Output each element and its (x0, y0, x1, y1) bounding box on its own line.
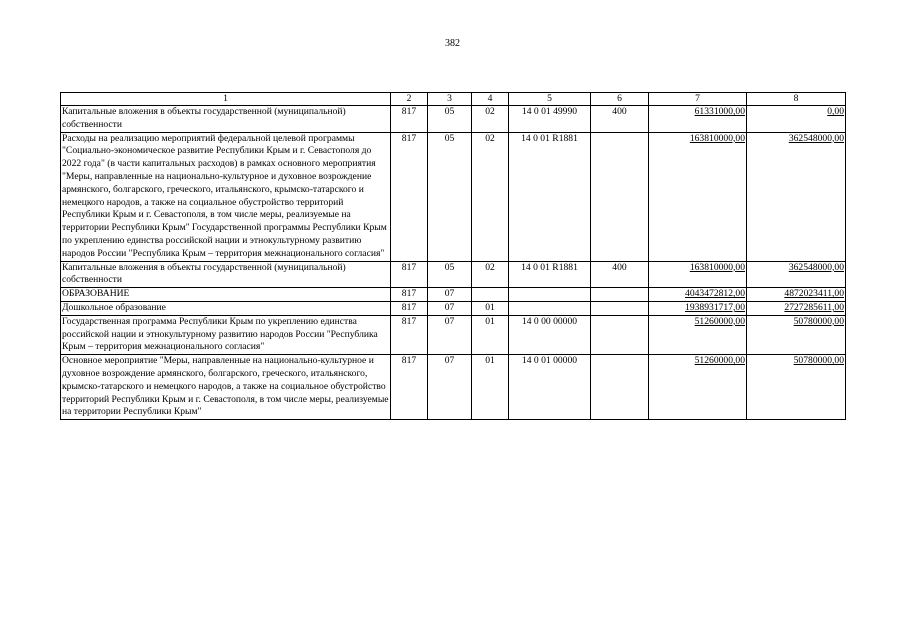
table-row (61, 301, 846, 315)
cell-amount-col7 (649, 288, 747, 302)
cell-admin-code: 817 (391, 288, 428, 302)
cell-amount-col7 (649, 315, 747, 354)
cell-subsection: 01 (472, 355, 509, 420)
cell-section: 07 (428, 355, 472, 420)
cell-expense-type (591, 355, 649, 420)
cell-subsection: 01 (472, 315, 509, 354)
amount-value: 4872023411,00 (784, 288, 844, 300)
cell-section: 07 (428, 288, 472, 302)
table-row (61, 261, 846, 288)
amount-value: 51260000,00 (694, 315, 745, 327)
table-row (61, 132, 846, 261)
budget-table (60, 92, 846, 420)
cell-section: 07 (428, 315, 472, 354)
cell-admin-code: 817 (391, 132, 428, 261)
cell-section: 05 (428, 261, 472, 288)
cell-expense-type (591, 288, 649, 302)
cell-subsection: 01 (472, 301, 509, 315)
cell-amount-col8 (747, 288, 846, 302)
column-header: 8 (747, 93, 846, 106)
cell-section: 05 (428, 132, 472, 261)
cell-target-article: 14 0 01 49990 (509, 106, 591, 133)
cell-subsection (472, 288, 509, 302)
cell-amount-col7 (649, 301, 747, 315)
row-name: Расходы на реализацию мероприятий федеральной целевой программы "Социально-экономическое развитие Республики Крым и г. Севастополя до 2022 года" (в части капитальных расходов) в рамках основного мероприятия "Меры, направленные на национально-культурное и духовное возрождение армянского, болгарского, греческого, итальянского, крымско-татарского и немецкого народов, а также на социальное обустройство территорий Республики Крым и г. Севастополя, в том числе меры, реализуемые на территории Республики Крым" Государственной программы Республики Крым по укреплению единства российской нации и этнокультурному развитию народов России "Республика Крым – территория межнационального согласия" (61, 132, 391, 261)
amount-value: 2727285611,00 (784, 301, 844, 313)
cell-expense-type (591, 315, 649, 354)
cell-amount-col8 (747, 315, 846, 354)
cell-admin-code: 817 (391, 315, 428, 354)
amount-value: 51260000,00 (694, 355, 745, 367)
column-header: 3 (428, 93, 472, 106)
column-header: 1 (61, 93, 391, 106)
cell-target-article: 14 0 01 R1881 (509, 261, 591, 288)
row-name: ОБРАЗОВАНИЕ (61, 288, 391, 302)
table-row (61, 288, 846, 302)
column-header: 4 (472, 93, 509, 106)
cell-target-article: 14 0 00 00000 (509, 315, 591, 354)
cell-target-article: 14 0 01 00000 (509, 355, 591, 420)
table-row (61, 315, 846, 354)
cell-section: 05 (428, 106, 472, 133)
amount-value: 61331000,00 (694, 106, 745, 117)
table-row (61, 355, 846, 420)
cell-admin-code: 817 (391, 261, 428, 288)
cell-amount-col7 (649, 355, 747, 420)
cell-amount-col8 (747, 301, 846, 315)
amount-value: 1938931717,00 (685, 301, 745, 313)
cell-expense-type (591, 132, 649, 261)
row-name: Основное мероприятие "Меры, направленные на национально-культурное и духовное возрождение армянского, болгарского, греческого, итальянского, крымско-татарского и немецкого народов, а также на социальное обустройство территорий Республики Крым и г. Севастополя, в том числе меры, реализуемые на территории Республики Крым" (61, 355, 391, 420)
cell-amount-col8 (747, 132, 846, 261)
amount-value: 50780000,00 (793, 315, 844, 327)
cell-subsection: 02 (472, 261, 509, 288)
row-name: Капитальные вложения в объекты государственной (муниципальной) собственности (61, 106, 391, 133)
header-row (61, 93, 846, 106)
amount-value: 163810000,00 (689, 132, 745, 144)
cell-admin-code: 817 (391, 355, 428, 420)
row-name: Государственная программа Республики Крым по укреплению единства российской нации и этнокультурному развитию народов России "Республика Крым – территория межнационального согласия" (61, 315, 391, 354)
cell-amount-col7 (649, 106, 747, 133)
cell-admin-code: 817 (391, 301, 428, 315)
column-header: 5 (509, 93, 591, 106)
column-header: 6 (591, 93, 649, 106)
cell-amount-col7 (649, 132, 747, 261)
column-header: 7 (649, 93, 747, 106)
row-name: Капитальные вложения в объекты государственной (муниципальной) собственности (61, 261, 391, 288)
amount-value: 362548000,00 (788, 132, 844, 144)
amount-value: 163810000,00 (689, 261, 745, 273)
amount-value: 4043472812,00 (685, 288, 745, 300)
amount-value: 0,00 (827, 106, 844, 117)
cell-amount-col8 (747, 106, 846, 133)
amount-value: 50780000,00 (793, 355, 844, 367)
cell-amount-col8 (747, 261, 846, 288)
cell-admin-code: 817 (391, 106, 428, 133)
column-header: 2 (391, 93, 428, 106)
cell-section: 07 (428, 301, 472, 315)
cell-subsection: 02 (472, 132, 509, 261)
cell-amount-col7 (649, 261, 747, 288)
cell-expense-type (591, 301, 649, 315)
cell-expense-type: 400 (591, 106, 649, 133)
cell-expense-type: 400 (591, 261, 649, 288)
cell-target-article (509, 301, 591, 315)
cell-subsection: 02 (472, 106, 509, 133)
page-number: 382 (445, 38, 460, 49)
row-name: Дошкольное образование (61, 301, 391, 315)
table-row (61, 106, 846, 133)
cell-amount-col8 (747, 355, 846, 420)
cell-target-article: 14 0 01 R1881 (509, 132, 591, 261)
cell-target-article (509, 288, 591, 302)
amount-value: 362548000,00 (788, 261, 844, 273)
